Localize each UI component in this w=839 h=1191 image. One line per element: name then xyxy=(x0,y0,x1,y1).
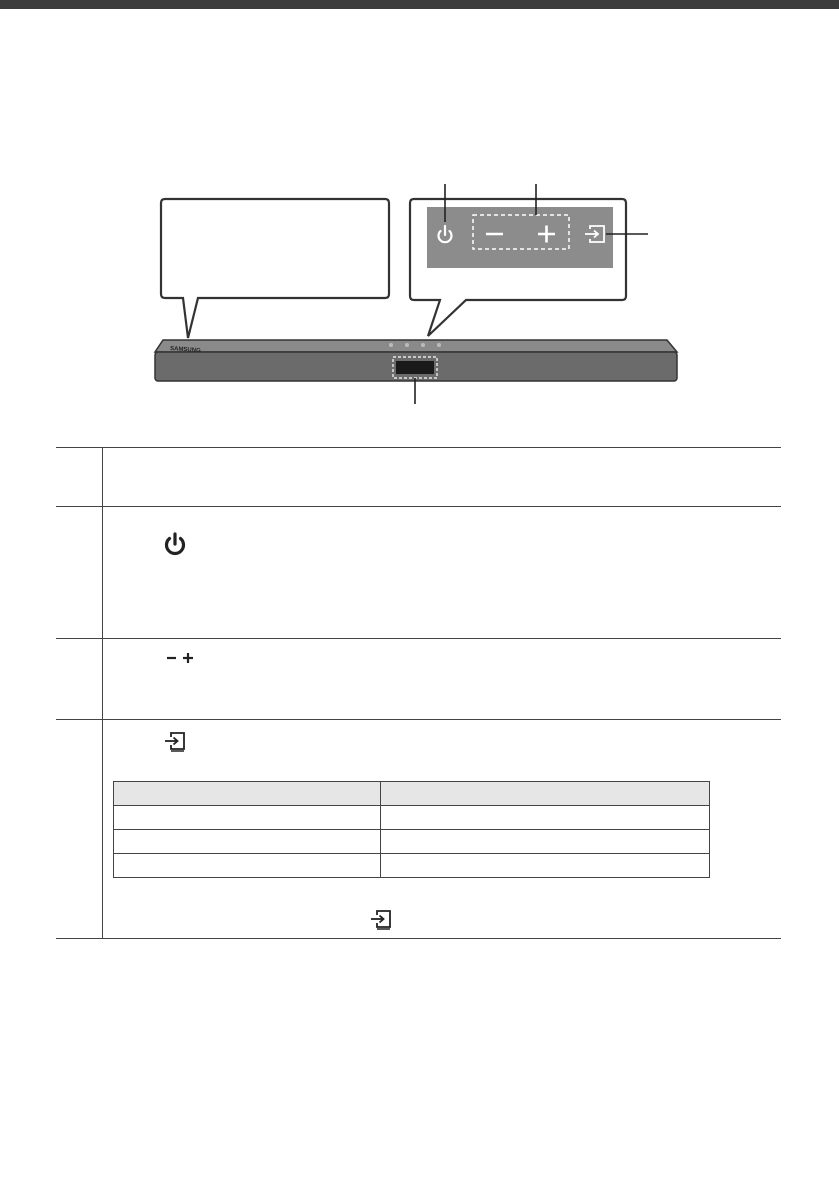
modes-cell xyxy=(381,806,710,830)
row-number-cell xyxy=(56,639,103,719)
brand-logo: SAMSUNG xyxy=(169,346,201,355)
left-callout-bubble xyxy=(161,199,389,338)
modes-cell xyxy=(114,854,381,878)
modes-header-cell xyxy=(381,782,710,806)
table-row xyxy=(114,830,710,854)
modes-cell xyxy=(381,854,710,878)
modes-table-header-row xyxy=(114,782,710,806)
plus-icon xyxy=(183,653,193,663)
input-modes-table xyxy=(113,781,710,878)
soundbar-diagram xyxy=(0,0,839,440)
power-icon xyxy=(162,531,188,557)
table-row xyxy=(114,854,710,878)
feature-row-power xyxy=(56,507,781,639)
soundbar-top xyxy=(155,340,677,355)
row-number-cell xyxy=(56,448,103,506)
control-panel xyxy=(427,207,613,268)
modes-cell xyxy=(114,830,381,854)
source-input-icon xyxy=(368,907,394,931)
volume-icons xyxy=(162,649,196,667)
feature-row-display xyxy=(56,448,781,507)
table-row xyxy=(114,806,710,830)
led-display xyxy=(396,361,434,374)
feature-row-volume xyxy=(56,639,781,720)
modes-header-cell xyxy=(114,782,381,806)
row-number-cell xyxy=(56,720,103,938)
modes-cell xyxy=(381,830,710,854)
modes-cell xyxy=(114,806,381,830)
source-input-icon xyxy=(162,729,188,753)
row-number-cell xyxy=(56,507,103,638)
